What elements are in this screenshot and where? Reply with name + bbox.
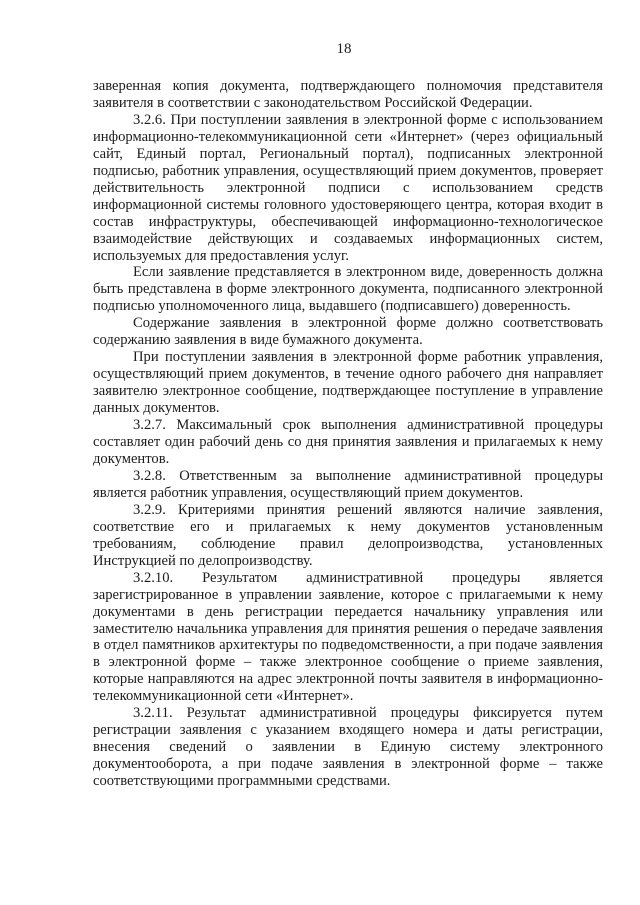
paragraph-content-requirement: Содержание заявления в электронной форме должно соответствовать содержанию заявления в виде бумажного документа. <box>93 315 603 349</box>
paragraph-power-of-attorney: Если заявление представляется в электронном виде, доверенность должна быть представлена в форме электронного документа, подписанного электронной подписью уполномоченного лица, выдавшего (подписавшего) доверенность. <box>93 264 603 315</box>
paragraph-continuation: заверенная копия документа, подтверждающего полномочия представителя заявителя в соответствии с законодательством Российской Федерации. <box>93 78 603 111</box>
page-number: 18 <box>336 41 352 57</box>
paragraph-3-2-8: 3.2.8. Ответственным за выполнение административной процедуры является работник управления, осуществляющий прием документов. <box>93 467 603 501</box>
paragraph-3-2-9: 3.2.9. Критериями принятия решений являются наличие заявления, соответствие его и прилагаемых к нему документов установленным требованиям, соблюдение правил делопроизводства, установленных Инструкцией по делопроизводству. <box>93 501 603 569</box>
paragraph-electronic-notice: При поступлении заявления в электронной форме работник управления, осуществляющий прием документов, в течение одного рабочего дня направляет заявителю электронное сообщение, подтверждающее поступление в управление данных документов. <box>93 349 603 417</box>
paragraph-3-2-10: 3.2.10. Результатом административной процедуры является зарегистрированное в управлении заявление, которое с прилагаемыми к нему документами в день регистрации передается начальнику управления или заместителю начальника управления для принятия решения о передаче заявления в отдел памятников архитектуры по подведомственности, а при подаче заявления в электронной форме – также электронное сообщение о приеме заявления, которые направляются на адрес электронной почты заявителя в информационно-телекоммуникационной сети «Интернет». <box>93 569 603 705</box>
paragraph-3-2-7: 3.2.7. Максимальный срок выполнения административной процедуры составляет один рабочий день со дня принятия заявления и прилагаемых к нему документов. <box>93 417 603 467</box>
document-body <box>93 78 603 790</box>
paragraph-3-2-6: 3.2.6. При поступлении заявления в электронной форме с использованием информационно-телекоммуникационной сети «Интернет» (через официальный сайт, Единый портал, Региональный портал), подписанных электронной подписью, работник управления, осуществляющий прием документов, проверяет действительность электронной подписи с использованием средств информационной системы головного удостоверяющего центра, которая входит в состав инфраструктуры, обеспечивающей информационно-технологическое взаимодействие действующих и создаваемых информационных систем, используемых для предоставления услуг. <box>93 111 603 264</box>
paragraph-3-2-11: 3.2.11. Результат административной процедуры фиксируется путем регистрации заявления с указанием входящего номера и даты регистрации, внесения сведений о заявлении в Единую систему электронного документооборота, а при подаче заявления в электронной форме – также соответствующими программными средствами. <box>93 705 603 790</box>
